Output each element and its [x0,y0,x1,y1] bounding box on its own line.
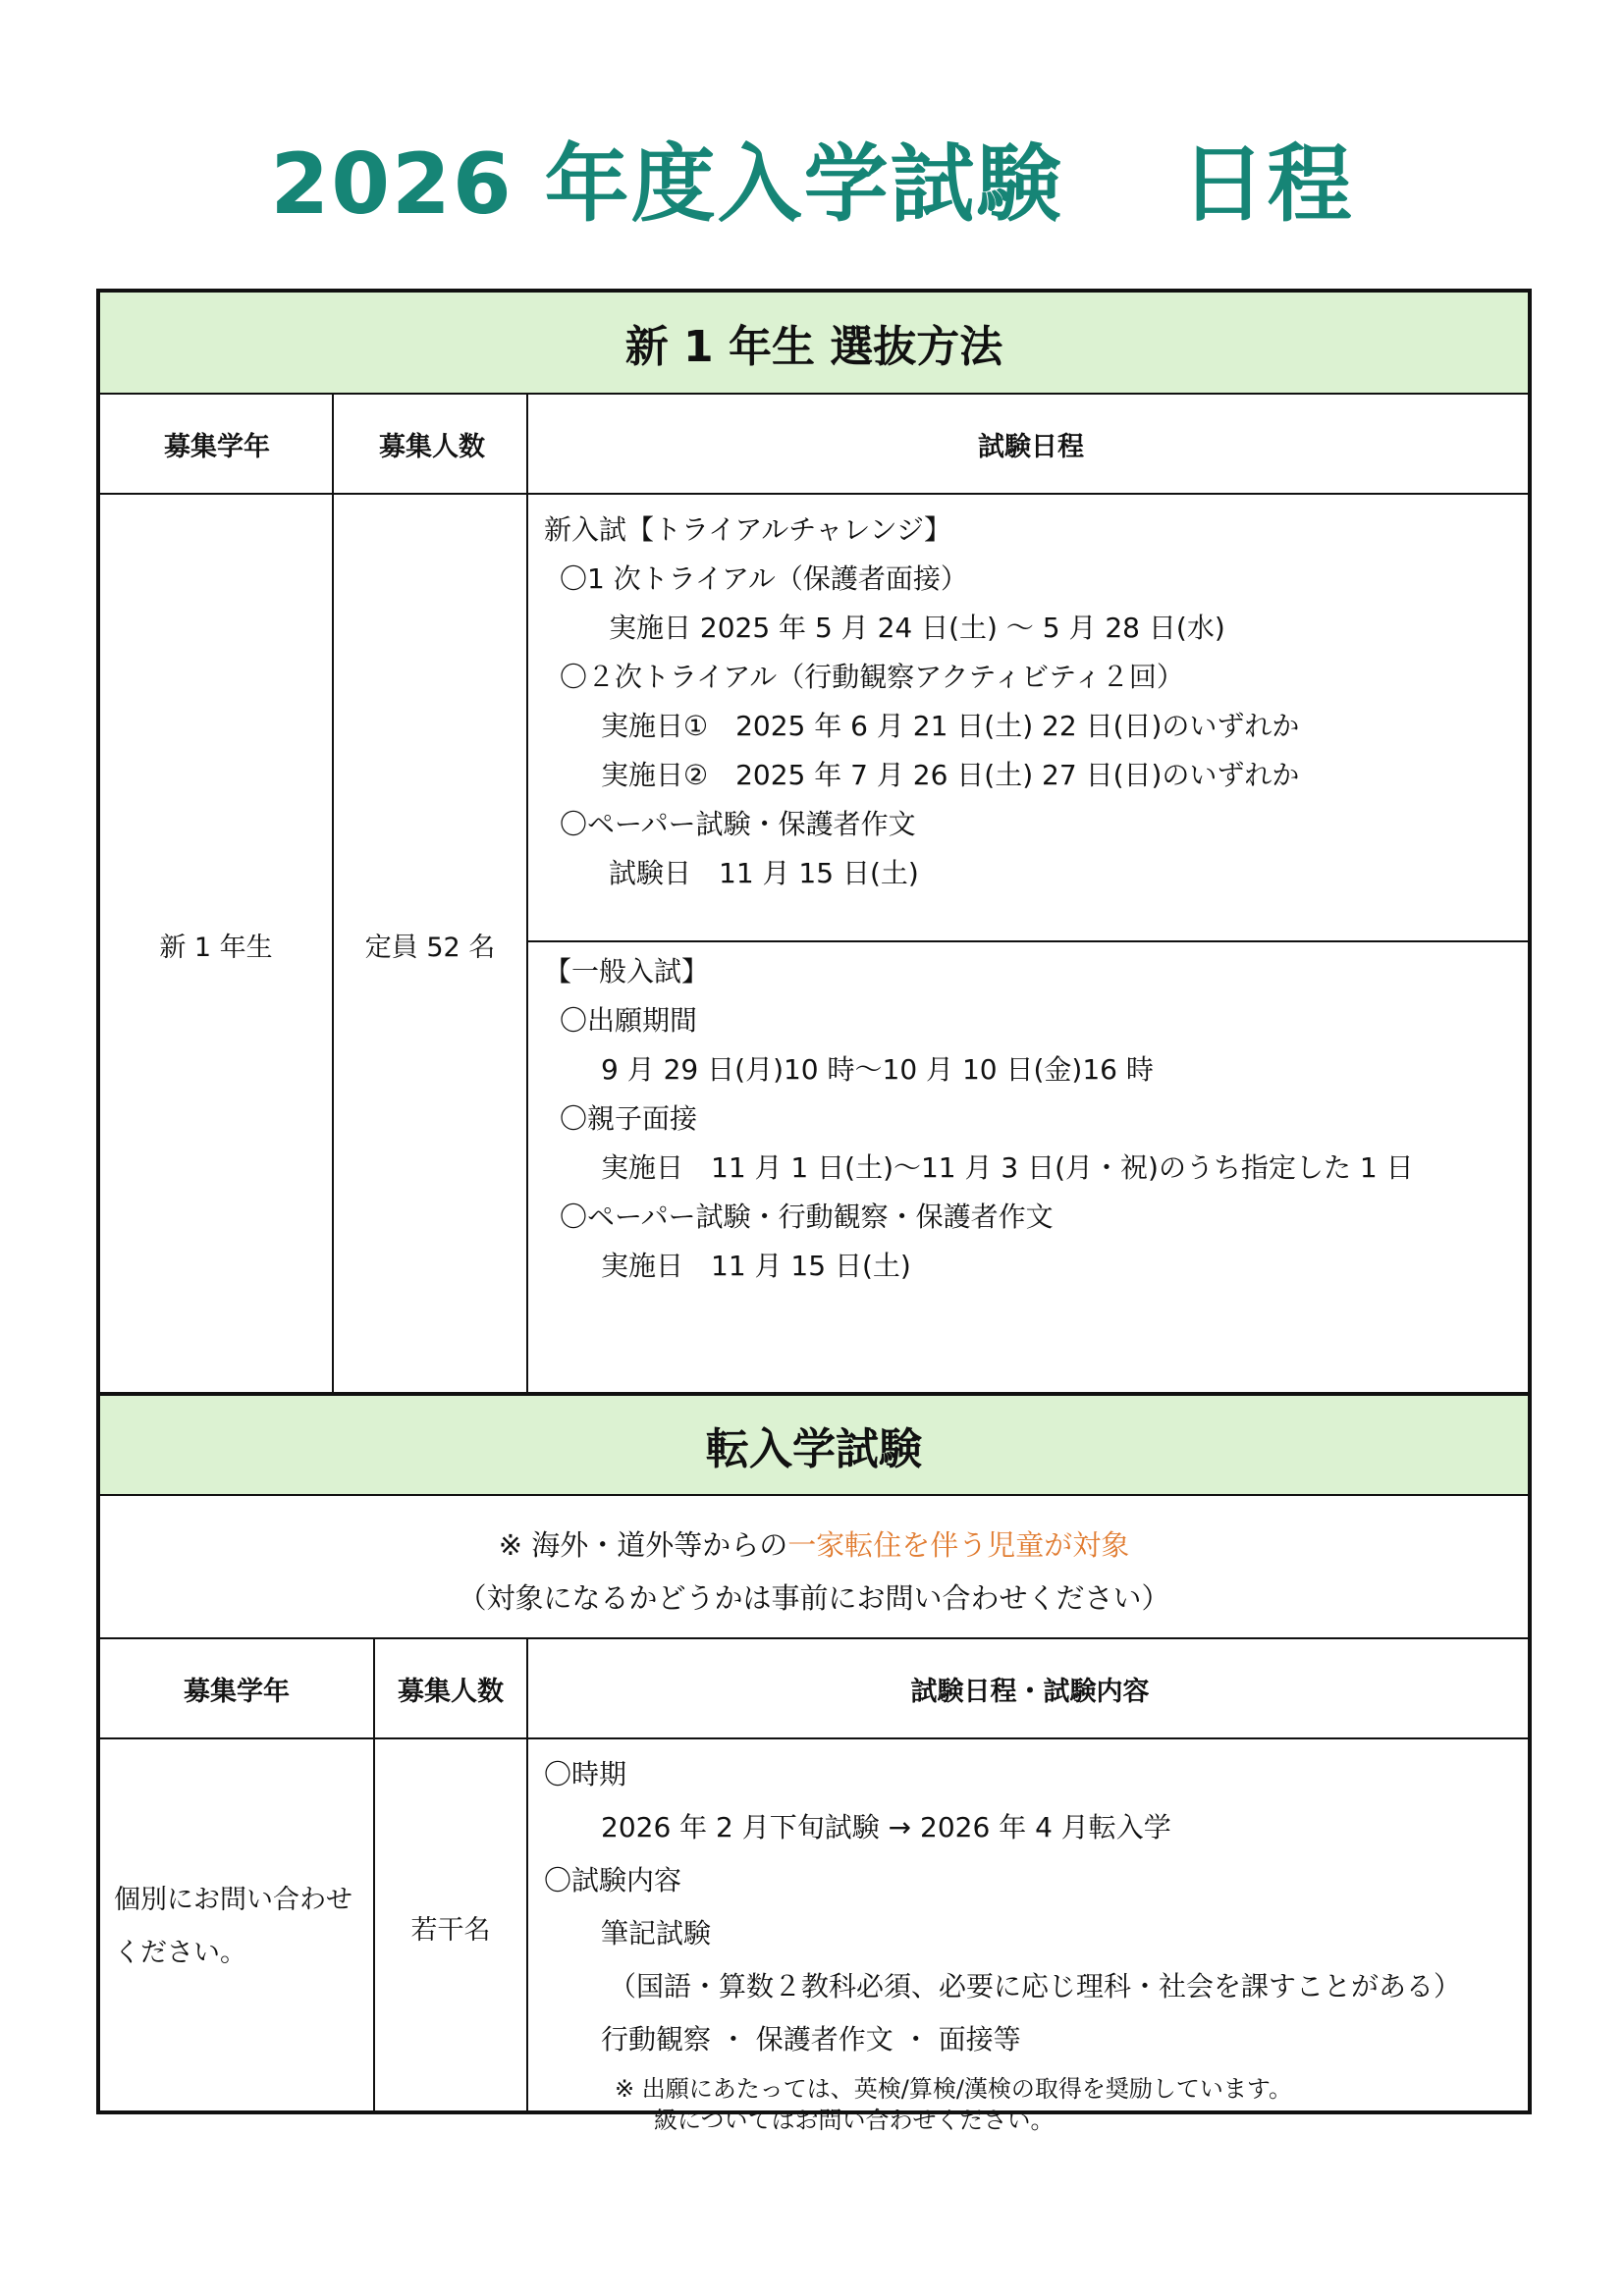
schedule-line: 行動観察 ・ 保護者作文 ・ 面接等 [601,2023,1021,2056]
schedule-line: 〇時期 [544,1758,627,1790]
schedule-line: 〇親子面接 [560,1102,698,1135]
schedule-line: 【一般入試】 [544,955,710,988]
grade-cell: 新 1 年生 [159,932,273,963]
schedule-line: 実施日① 2025 年 6 月 21 日(土) 22 日(日)のいずれか [601,710,1300,742]
schedule-line: 実施日 11 月 1 日(土)～11 月 3 日(月・祝)のうち指定した 1 日 [601,1151,1414,1184]
schedule-line: 〇２次トライアル（行動観察アクティビティ２回） [560,661,1184,693]
schedule-line: 実施日② 2025 年 7 月 26 日(土) 27 日(日)のいずれか [601,759,1300,791]
notice-highlight: 一家転住を伴う児童が対象 [787,1528,1130,1562]
divider [100,1494,1528,1496]
notice-line2: （対象になるかどうかは事前にお問い合わせください） [458,1581,1170,1615]
header-grade: 募集学年 [184,1676,290,1707]
count-cell: 定員 52 名 [364,932,496,963]
section2-heading: 転入学試験 [100,1396,1528,1494]
transfer-notice [100,1523,1528,1564]
schedule-line: 筆記試験 [601,1917,712,1949]
section1-heading: 新 1 年生 選抜方法 [100,293,1528,393]
schedule-line: 〇ペーパー試験・行動観察・保護者作文 [560,1201,1054,1233]
schedule-note: 級についてはお問い合わせください。 [654,2107,1055,2134]
divider [528,940,1532,942]
schedule-note: ※ 出願にあたっては、英検/算検/漢検の取得を奨励しています。 [615,2075,1292,2103]
transfer-grade-cell: 個別にお問い合わせください。 [114,1885,352,1968]
transfer-count-cell: 若干名 [410,1914,491,1946]
schedule-line: 〇ペーパー試験・保護者作文 [560,808,916,840]
schedule-line: 2026 年 2 月下旬試験 → 2026 年 4 月転入学 [601,1811,1171,1843]
selection-table [96,289,1532,2134]
schedule-line: 〇出願期間 [560,1004,698,1037]
schedule-line: 〇1 次トライアル（保護者面接） [560,562,968,595]
notice-prefix: ※ 海外・道外等からの [498,1528,788,1562]
column-divider [526,1637,528,2114]
header-schedule: 試験日程・試験内容 [910,1676,1150,1707]
schedule-line: 〇試験内容 [544,1864,682,1896]
schedule-line: 新入試【トライアルチャレンジ】 [544,513,951,546]
header-grade: 募集学年 [164,431,270,462]
schedule-line: 9 月 29 日(月)10 時～10 月 10 日(金)16 時 [601,1053,1154,1086]
header-count: 募集人数 [379,431,485,462]
schedule-line: 実施日 2025 年 5 月 24 日(土) ～ 5 月 28 日(水) [609,612,1225,644]
column-divider [526,393,528,1394]
page-title: 2026 年度入学試験 日程 [270,135,1354,234]
schedule-line: 実施日 11 月 15 日(土) [601,1250,911,1282]
header-schedule: 試験日程 [978,431,1084,462]
header-count: 募集人数 [398,1676,504,1707]
schedule-line: 試験日 11 月 15 日(土) [609,857,919,889]
schedule-line: （国語・算数２教科必須、必要に応じ理科・社会を課すことがある） [609,1970,1462,2002]
